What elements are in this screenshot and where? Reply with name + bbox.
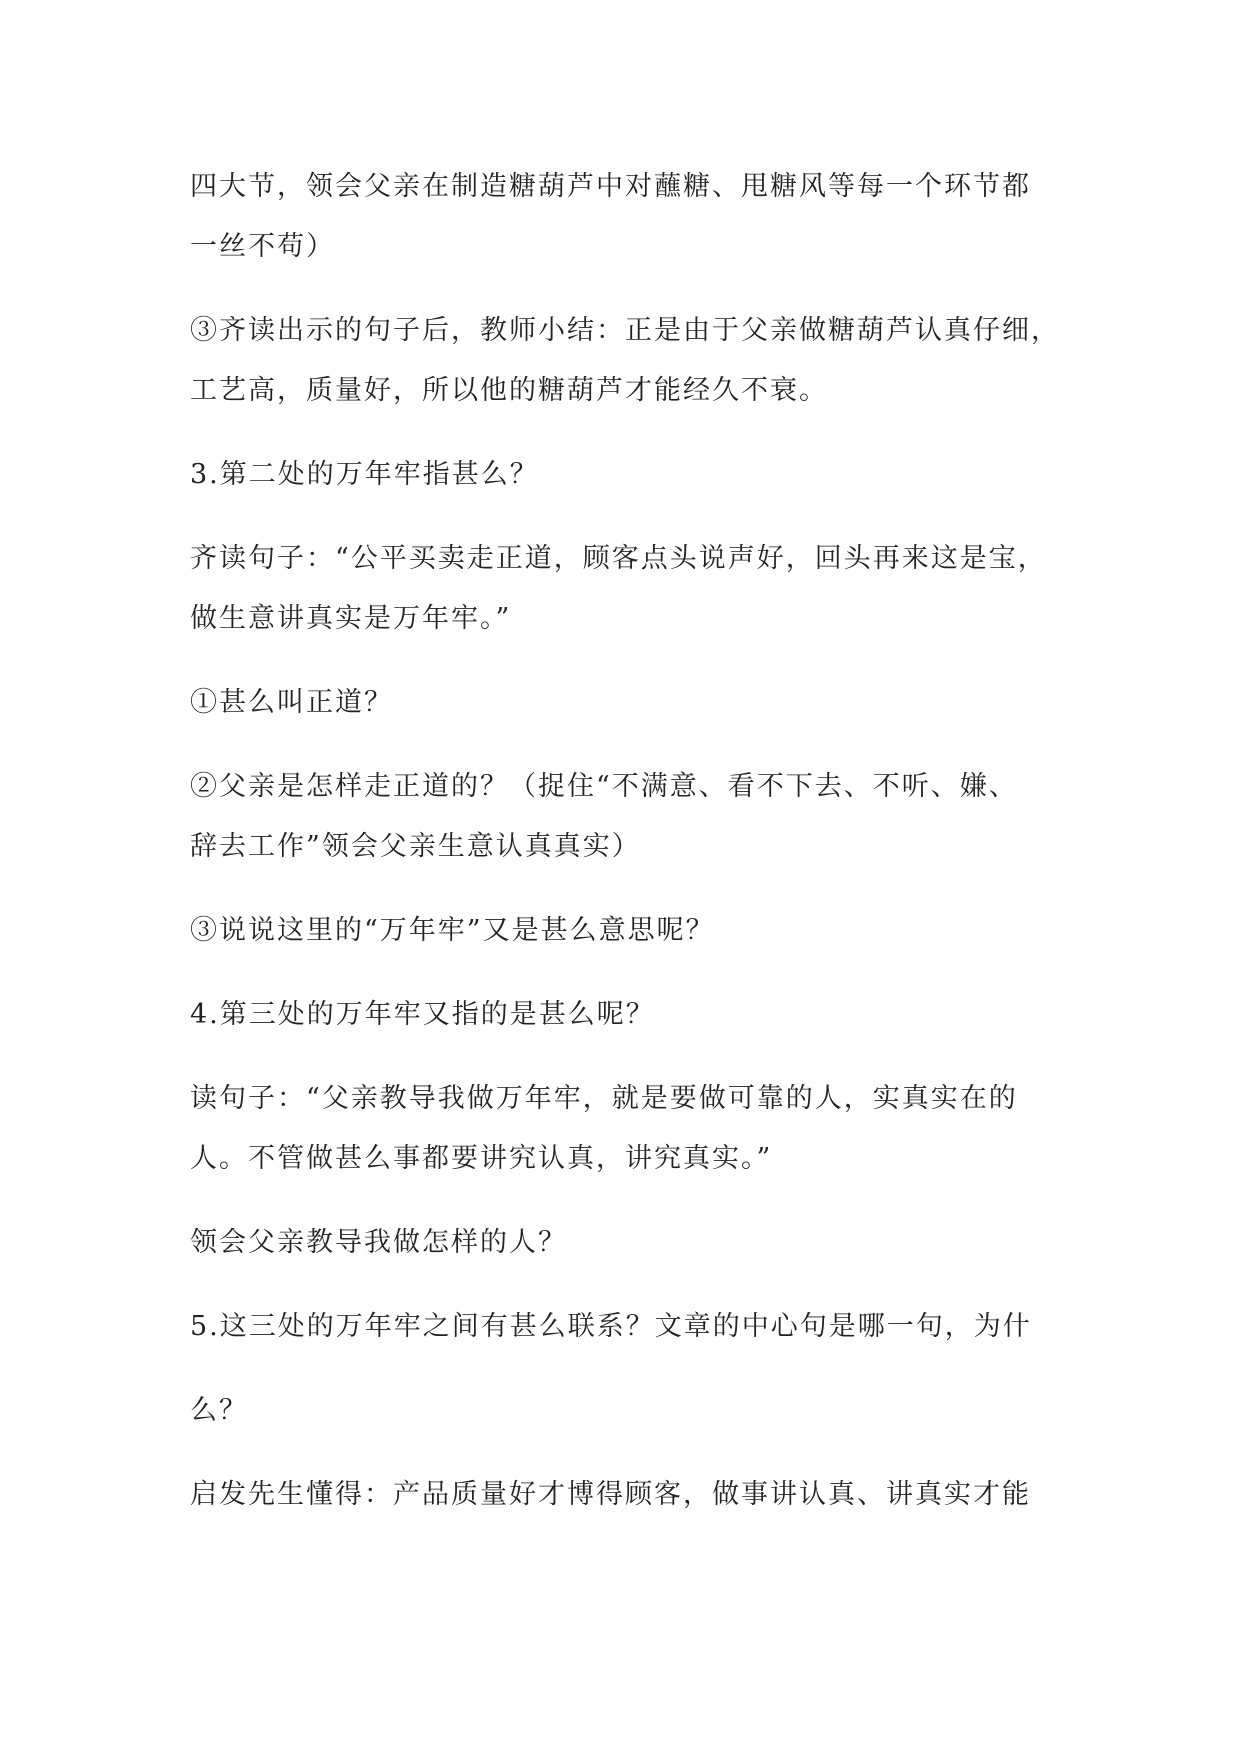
text-line-17: 么？ [190,1395,248,1426]
text-line-9: ②父亲是怎样走正道的？（捉住“不满意、看不下去、不听、嫌、 [190,771,1018,802]
text-line-2: 一丝不苟） [190,231,335,262]
text-line-13: 读句子：“父亲教导我做万年牢，就是要做可靠的人，实真实在的 [190,1083,1018,1114]
text-line-15: 领会父亲教导我做怎样的人？ [190,1227,567,1258]
text-line-6: 齐读句子：“公平买卖走正道，顾客点头说声好，回头再来这是宝， [190,543,1047,574]
heading-item-5: 5.这三处的万年牢之间有甚么联系？文章的中心句是哪一句，为什 [190,1311,1032,1342]
text-line-10: 辞去工作”领会父亲生意认真真实） [190,831,641,862]
text-line-1: 四大节，领会父亲在制造糖葫芦中对蘸糖、甩糖风等每一个环节都 [190,171,1031,202]
heading-item-3: 3.第二处的万年牢指甚么？ [190,459,539,490]
text-line-14: 人。不管做甚么事都要讲究认真，讲究真实。” [190,1143,773,1174]
heading-item-4: 4.第三处的万年牢又指的是甚么呢？ [190,999,655,1030]
text-line-11: ③说说这里的“万年牢”又是甚么意思呢？ [190,915,715,946]
text-line-3: ③齐读出示的句子后，教师小结：正是由于父亲做糖葫芦认真仔细， [190,315,1060,346]
text-line-4: 工艺高，质量好，所以他的糖葫芦才能经久不衰。 [190,375,828,406]
text-line-7: 做生意讲真实是万年牢。” [190,603,512,634]
text-line-8: ①甚么叫正道？ [190,687,393,718]
text-line-18: 启发先生懂得：产品质量好才博得顾客，做事讲认真、讲真实才能 [190,1479,1031,1510]
